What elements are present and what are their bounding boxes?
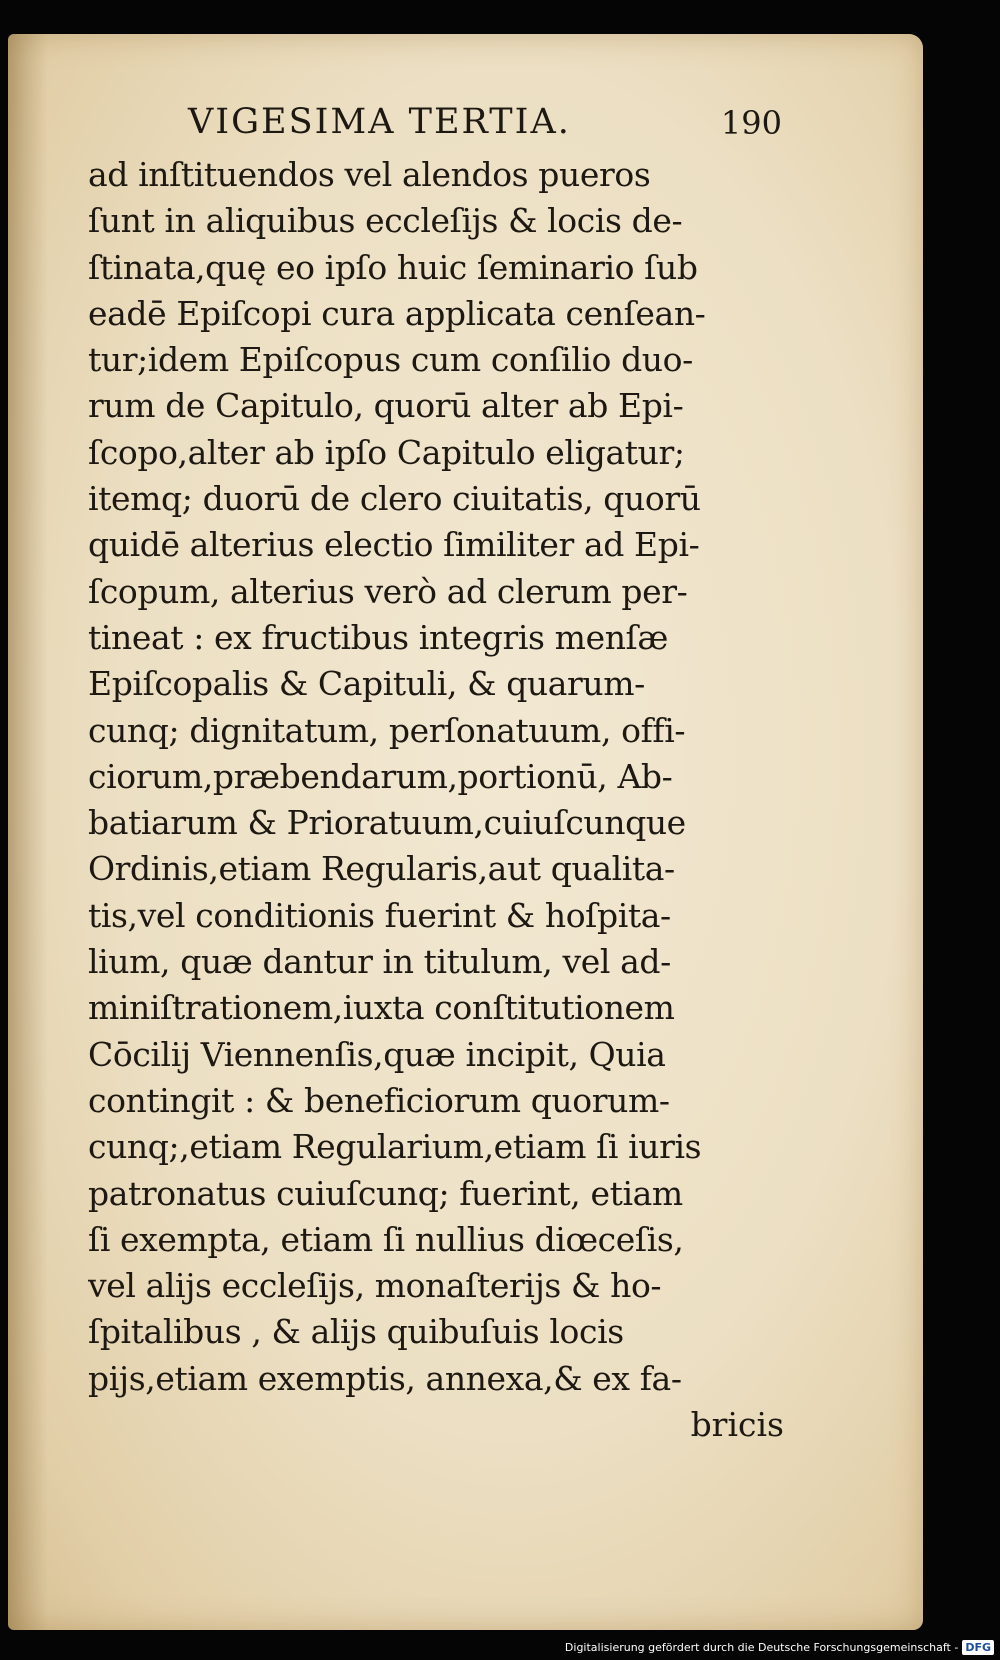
text-line: cunq;,etiam Regularium,etiam ſi iuris <box>88 1127 702 1167</box>
body-text <box>88 152 788 1402</box>
folio-number: 190 <box>720 104 782 142</box>
text-line: tineat : ex fructibus integris menſæ <box>88 617 668 657</box>
text-line: lium, quæ dantur in titulum, vel ad- <box>88 942 671 982</box>
running-title: VIGESIMA TERTIA. <box>188 102 571 142</box>
text-line: tis,vel conditionis fuerint & hoſpita- <box>88 895 671 935</box>
dfg-logo-icon: DFG <box>962 1640 994 1655</box>
text-line: vel alijs eccleſijs, monaſterijs & ho- <box>88 1266 662 1306</box>
text-line: ad inſtituendos vel alendos pueros <box>88 155 651 194</box>
text-line: cunq; dignitatum, perſonatuum, offi- <box>88 710 686 750</box>
text-line: Ordinis,etiam Regularis,aut qualita- <box>88 849 675 889</box>
text-line: tur;idem Epiſcopus cum conſilio duo- <box>88 340 693 380</box>
text-line: ſpitalibus , & alijs quibuſuis locis <box>88 1312 624 1352</box>
text-line: eadē Epiſcopi cura applicata cenſean- <box>88 293 706 333</box>
digitization-credit <box>565 1637 994 1657</box>
text-line: quidē alterius electio ſimiliter ad Epi- <box>88 525 700 565</box>
text-line: ſcopum, alterius verò ad clerum per- <box>88 571 688 611</box>
text-line: ſtinata,quę eo ipſo huic ſeminario ſub <box>88 247 698 287</box>
text-line: rum de Capitulo, quorū alter ab Epi- <box>88 386 684 426</box>
text-line: ſi exempta, etiam ſi nullius diœceſis, <box>88 1219 684 1259</box>
text-line: ſunt in aliquibus eccleſijs & locis de- <box>88 201 683 241</box>
text-line: batiarum & Prioratuum,cuiuſcunque <box>88 803 686 843</box>
text-line: ſcopo,alter ab ipſo Capitulo eligatur; <box>88 432 685 472</box>
text-line: contingit : & beneficiorum quorum- <box>88 1080 670 1120</box>
catchword: bricis <box>690 1405 784 1445</box>
text-line: pijs,etiam exemptis, annexa,& ex fa- <box>88 1358 682 1398</box>
text-line: itemq; duorū de clero ciuitatis, quorū <box>88 479 701 519</box>
book-page <box>8 34 923 1630</box>
text-line: patronatus cuiuſcunq; fuerint, etiam <box>88 1173 683 1213</box>
credit-text: Digitalisierung gefördert durch die Deutsche Forschungsgemeinschaft - <box>564 1640 959 1654</box>
text-line: Cōcilij Viennenſis,quæ incipit, Quia <box>88 1034 666 1074</box>
text-block <box>88 102 788 1448</box>
text-line: Epiſcopalis & Capituli, & quarum- <box>88 664 645 704</box>
text-line: ciorum,præbendarum,portionū, Ab- <box>88 756 673 796</box>
text-line: miniſtrationem,iuxta conſtitutionem <box>88 988 675 1028</box>
running-head <box>88 102 788 152</box>
